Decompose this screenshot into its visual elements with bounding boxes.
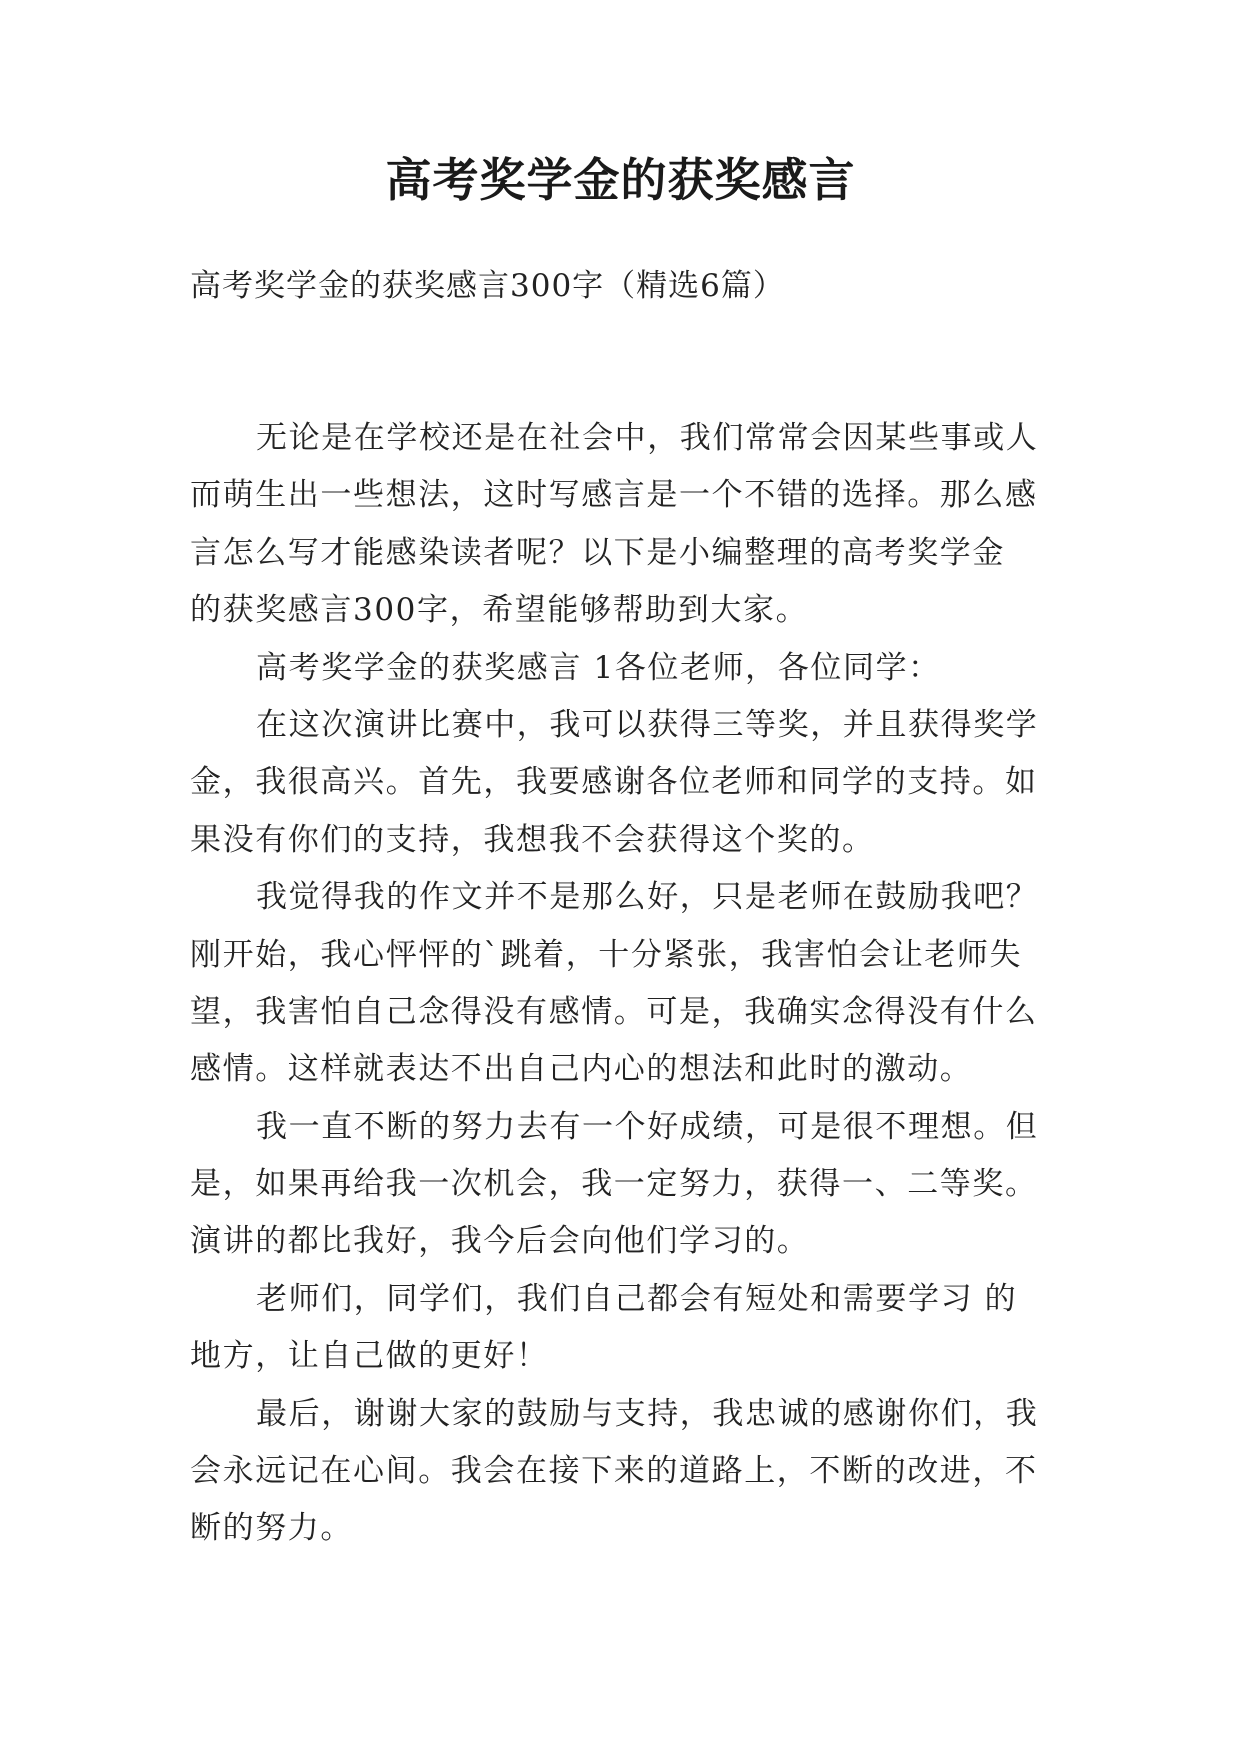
document-subtitle: 高考奖学金的获奖感言300字（精选6篇）	[190, 268, 785, 304]
body-line: 的获奖感言300字，希望能够帮助到大家。	[190, 592, 809, 629]
body-line: 无论是在学校还是在社会中，我们常常会因某些事或人	[256, 420, 1039, 456]
body-line: 刚开始，我心怦怦的`跳着，十分紧张，我害怕会让老师失	[190, 936, 1023, 973]
body-line: 老师们，同学们，我们自己都会有短处和需要学习 的	[256, 1280, 1018, 1317]
body-line: 言怎么写才能感染读者呢？以下是小编整理的高考奖学金	[190, 534, 1005, 571]
body-line: 是，如果再给我一次机会，我一定努力，获得一、二等奖。	[190, 1166, 1038, 1203]
body-line: 最后，谢谢大家的鼓励与支持，我忠诚的感谢你们，我	[256, 1395, 1039, 1432]
body-line: 我一直不断的努力去有一个好成绩，可是很不理想。但	[256, 1108, 1039, 1145]
document-title: 高考奖学金的获奖感言	[385, 153, 856, 207]
body-line: 高考奖学金的获奖感言 1各位老师，各位同学：	[256, 649, 941, 686]
body-line: 金，我很高兴。首先，我要感谢各位老师和同学的支持。如	[190, 764, 1038, 801]
body-line: 感情。这样就表达不出自己内心的想法和此时的激动。	[190, 1051, 973, 1088]
body-line: 望，我害怕自己念得没有感情。可是，我确实念得没有什么	[190, 993, 1038, 1030]
body-line: 演讲的都比我好，我今后会向他们学习的。	[190, 1223, 810, 1260]
body-line: 会永远记在心间。我会在接下来的道路上，不断的改进，不	[190, 1453, 1038, 1490]
body-line: 地方，让自己做的更好！	[190, 1338, 549, 1375]
body-line: 而萌生出一些想法，这时写感言是一个不错的选择。那么感	[190, 477, 1038, 514]
body-line: 断的努力。	[190, 1510, 353, 1547]
body-line: 在这次演讲比赛中，我可以获得三等奖，并且获得奖学	[256, 706, 1039, 743]
body-line: 果没有你们的支持，我想我不会获得这个奖的。	[190, 821, 875, 858]
document-body	[190, 410, 1052, 1558]
body-line: 我觉得我的作文并不是那么好，只是老师在鼓励我吧？	[256, 879, 1039, 916]
